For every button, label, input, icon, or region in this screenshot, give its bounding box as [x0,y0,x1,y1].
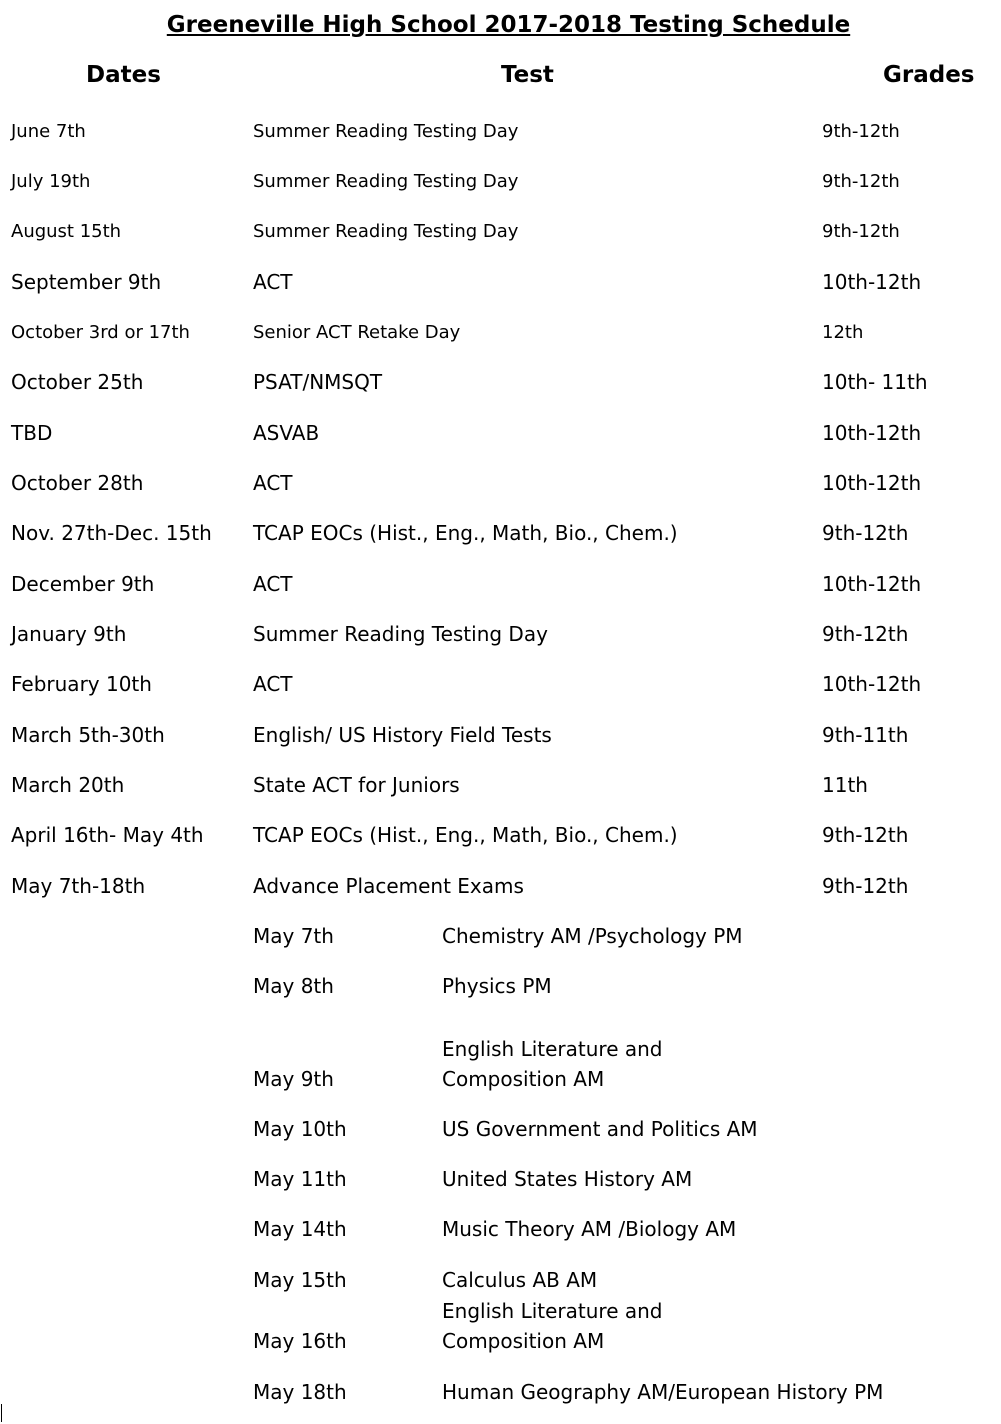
ap-exam-name: United States History AM [442,1167,693,1191]
row-date: March 5th-30th [11,723,165,747]
row-grades: 9th-12th [822,171,900,192]
header-grades: Grades [883,62,975,88]
row-test: Summer Reading Testing Day [253,121,519,142]
ap-exam-date: May 10th [253,1117,347,1141]
ap-exam-date: May 9th [253,1067,334,1091]
row-grades: 9th-12th [822,521,909,545]
row-date: June 7th [11,121,86,142]
row-date: January 9th [11,622,127,646]
ap-exam-name: Chemistry AM /Psychology PM [442,924,743,948]
ap-exam-date: May 14th [253,1217,347,1241]
ap-exam-name: Music Theory AM /Biology AM [442,1217,737,1241]
row-test: ASVAB [253,421,320,445]
row-date: October 3rd or 17th [11,322,190,343]
row-test: TCAP EOCs (Hist., Eng., Math, Bio., Chem.) [253,823,678,847]
ap-exam-name-line2: Composition AM [442,1329,605,1353]
text-cursor [1,1404,2,1422]
row-test: English/ US History Field Tests [253,723,552,747]
row-date: October 28th [11,471,144,495]
row-date: August 15th [11,221,122,242]
row-grades: 9th-12th [822,823,909,847]
page-title: Greeneville High School 2017-2018 Testing Schedule [166,12,851,38]
row-date: May 7th-18th [11,874,146,898]
row-date: Nov. 27th-Dec. 15th [11,521,212,545]
ap-exam-date: May 16th [253,1329,347,1353]
row-grades: 9th-12th [822,874,909,898]
row-grades: 9th-12th [822,121,900,142]
row-test: Advance Placement Exams [253,874,524,898]
row-test: ACT [253,270,293,294]
row-grades: 9th-11th [822,723,909,747]
ap-exam-date: May 18th [253,1380,347,1404]
row-test: PSAT/NMSQT [253,370,383,394]
row-test: State ACT for Juniors [253,773,460,797]
ap-exam-name-line2: Composition AM [442,1067,605,1091]
row-test: Summer Reading Testing Day [253,171,519,192]
row-grades: 11th [822,773,868,797]
row-grades: 10th-12th [822,471,922,495]
row-grades: 10th-12th [822,270,922,294]
ap-exam-name: Physics PM [442,974,552,998]
ap-exam-date: May 8th [253,974,334,998]
row-grades: 10th- 11th [822,370,928,394]
row-test: Summer Reading Testing Day [253,221,519,242]
row-test: ACT [253,672,293,696]
row-date: March 20th [11,773,125,797]
row-grades: 9th-12th [822,221,900,242]
row-date: April 16th- May 4th [11,823,204,847]
ap-exam-name-line1: English Literature and [442,1037,663,1061]
row-grades: 9th-12th [822,622,909,646]
row-test: ACT [253,572,293,596]
ap-exam-name: Human Geography AM/European History PM [442,1380,884,1404]
row-date: February 10th [11,672,152,696]
row-test: Senior ACT Retake Day [253,322,461,343]
row-date: TBD [11,421,53,445]
row-grades: 12th [822,322,864,343]
ap-exam-date: May 11th [253,1167,347,1191]
row-test: ACT [253,471,293,495]
header-test: Test [501,62,554,88]
row-grades: 10th-12th [822,572,922,596]
ap-exam-name-line1: English Literature and [442,1299,663,1323]
ap-exam-date: May 7th [253,924,334,948]
ap-exam-name: US Government and Politics AM [442,1117,758,1141]
row-date: July 19th [11,171,91,192]
row-date: October 25th [11,370,144,394]
header-dates: Dates [86,62,161,88]
ap-exam-date: May 15th [253,1268,347,1292]
row-test: Summer Reading Testing Day [253,622,548,646]
row-grades: 10th-12th [822,421,922,445]
row-date: September 9th [11,270,162,294]
ap-exam-name: Calculus AB AM [442,1268,598,1292]
row-date: December 9th [11,572,155,596]
row-grades: 10th-12th [822,672,922,696]
row-test: TCAP EOCs (Hist., Eng., Math, Bio., Chem.) [253,521,678,545]
